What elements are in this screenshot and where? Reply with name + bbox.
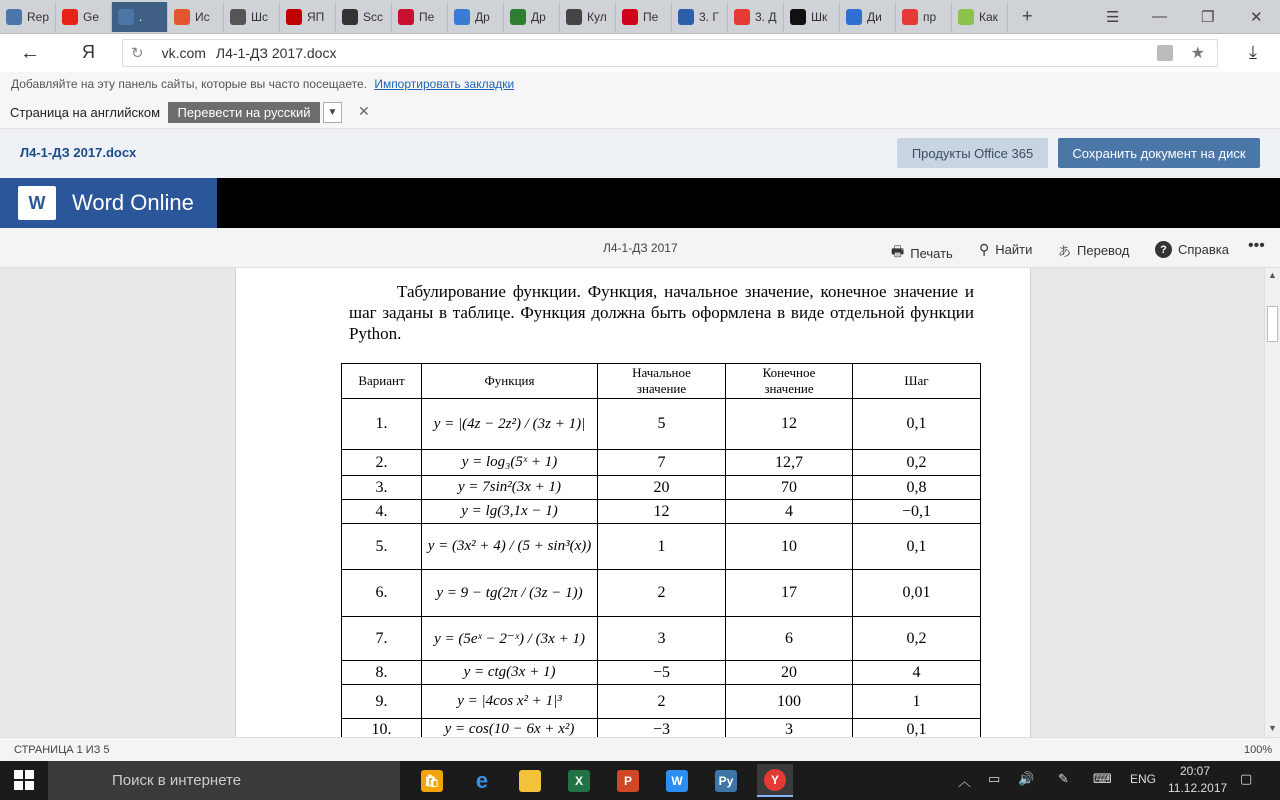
search-icon: ⚲ xyxy=(979,241,990,257)
chat-icon xyxy=(846,9,862,25)
taskbar-search[interactable] xyxy=(48,761,400,800)
start-cell: 3 xyxy=(598,617,726,661)
function-cell: y = (5eˣ − 2⁻ˣ) / (3x + 1) xyxy=(422,617,598,661)
step-cell: 0,1 xyxy=(853,399,981,450)
translate-button[interactable]: Перевести на русский xyxy=(168,102,320,123)
find-label: Найти xyxy=(995,242,1033,257)
header-step: Шаг xyxy=(853,364,981,399)
header-variant: Вариант xyxy=(342,364,422,399)
bubble-icon xyxy=(958,9,974,25)
download-icon[interactable]: ⤓ xyxy=(1249,42,1257,62)
start-cell: −3 xyxy=(598,719,726,741)
tab-label: . xyxy=(139,10,143,24)
scroll-thumb[interactable] xyxy=(1267,306,1278,342)
word-online-logo[interactable] xyxy=(0,178,217,228)
excel-app-icon[interactable]: X xyxy=(561,764,597,797)
function-cell: y = |(4z − 2z²) / (3z + 1)| xyxy=(422,399,598,450)
windows-start-icon[interactable] xyxy=(14,770,34,790)
find-button[interactable] xyxy=(979,241,1032,258)
table-row xyxy=(342,524,981,570)
doc-title: Л4-1-ДЗ 2017 xyxy=(603,241,678,255)
tab-label: ЯП xyxy=(307,10,325,24)
browser-tab[interactable] xyxy=(392,2,448,32)
tab-label: Шс xyxy=(251,10,268,24)
office-products-button[interactable]: Продукты Office 365 xyxy=(897,138,1048,168)
help-icon: ? xyxy=(1155,241,1172,258)
table-row xyxy=(342,685,981,719)
end-cell: 100 xyxy=(726,685,853,719)
bookmarks-hint: Добавляйте на эту панель сайты, которые вы часто посещаете. xyxy=(11,77,367,91)
doc-filename: Л4-1-ДЗ 2017.docx xyxy=(20,145,137,160)
step-cell: 1 xyxy=(853,685,981,719)
start-cell: 1 xyxy=(598,524,726,570)
word-icon: W xyxy=(18,186,56,220)
step-cell: 0,2 xyxy=(853,450,981,476)
tab-label: Кул xyxy=(587,10,607,24)
function-cell: y = |4cos x² + 1|³ xyxy=(422,685,598,719)
reload-icon[interactable]: ↻ xyxy=(131,45,144,62)
yandex-logo-icon[interactable]: Я xyxy=(82,42,95,62)
z-icon xyxy=(790,9,806,25)
end-cell: 6 xyxy=(726,617,853,661)
translate-doc-button[interactable] xyxy=(1058,241,1129,260)
variant-cell: 9. xyxy=(342,685,422,719)
browser-tab[interactable] xyxy=(784,2,840,32)
page-indicator: СТРАНИЦА 1 ИЗ 5 xyxy=(14,744,110,756)
browser-tab[interactable] xyxy=(840,2,896,32)
doc-toolbar xyxy=(0,228,1280,268)
table-header-row xyxy=(342,364,981,399)
table-row xyxy=(342,476,981,500)
taskbar-search-text: Поиск в интернете xyxy=(112,772,242,789)
url-field[interactable] xyxy=(122,39,1218,67)
search-icon xyxy=(566,9,582,25)
l-icon xyxy=(398,9,414,25)
table-row xyxy=(342,399,981,450)
tab-label: Scc xyxy=(363,10,384,24)
start-cell: 20 xyxy=(598,476,726,500)
python-app-icon[interactable]: Py xyxy=(708,764,744,797)
browser-tab[interactable] xyxy=(280,2,336,32)
printer-icon: 🖶 xyxy=(891,243,905,259)
language-indicator[interactable]: ENG xyxy=(1130,772,1157,786)
browser-tab[interactable] xyxy=(56,2,112,32)
end-cell: 17 xyxy=(726,570,853,617)
more-options-icon[interactable]: ••• xyxy=(1248,237,1265,254)
browser-tab[interactable] xyxy=(672,2,728,32)
task-paragraph: Табулирование функции. Функция, начальное значение, конечное значение и шаг заданы в таблице. Функция должна быть оформлена в виде отдельной функции Python. xyxy=(349,282,974,343)
functions-table xyxy=(341,363,981,741)
browser-tab[interactable] xyxy=(952,2,1008,32)
keyboard-icon[interactable]: ⌨ xyxy=(1093,771,1112,786)
end-cell: 3 xyxy=(726,719,853,741)
lock-icon[interactable] xyxy=(1157,45,1173,61)
youtube-icon xyxy=(62,9,78,25)
s-icon xyxy=(622,9,638,25)
step-cell: −0,1 xyxy=(853,500,981,524)
powerpoint-app-icon[interactable]: P xyxy=(610,764,646,797)
s-icon xyxy=(678,9,694,25)
translate-doc-label: Перевод xyxy=(1077,243,1130,258)
translate-options-icon[interactable]: ▼ xyxy=(323,102,342,123)
table-row xyxy=(342,500,981,524)
step-cell: 0,8 xyxy=(853,476,981,500)
tab-label: Пе xyxy=(419,10,435,24)
browser-tab[interactable] xyxy=(448,2,504,32)
vk-icon xyxy=(118,9,134,25)
new-tab-icon[interactable]: + xyxy=(1022,6,1033,26)
step-cell: 4 xyxy=(853,661,981,685)
link-icon xyxy=(230,9,246,25)
globe-icon xyxy=(510,9,526,25)
store-app-icon[interactable]: 🛍 xyxy=(414,764,450,797)
variant-cell: 1. xyxy=(342,399,422,450)
table-row xyxy=(342,570,981,617)
function-cell: y = 9 − tg(2π / (3z − 1)) xyxy=(422,570,598,617)
header-start-label: Начальное значение xyxy=(632,365,691,396)
end-cell: 70 xyxy=(726,476,853,500)
translate-close-icon[interactable]: ✕ xyxy=(358,103,370,119)
function-cell: y = ctg(3x + 1) xyxy=(422,661,598,685)
step-cell: 0,01 xyxy=(853,570,981,617)
browser-tab[interactable] xyxy=(616,2,672,32)
browser-tab[interactable] xyxy=(224,2,280,32)
header-start xyxy=(598,364,726,399)
import-bookmarks-link[interactable]: Импортировать закладки xyxy=(374,77,515,91)
variant-cell: 3. xyxy=(342,476,422,500)
tab-label: 3. Г xyxy=(699,10,719,24)
tab-label: Др xyxy=(475,10,490,24)
start-cell: 2 xyxy=(598,685,726,719)
help-label: Справка xyxy=(1178,242,1229,257)
table-row xyxy=(342,450,981,476)
start-cell: 5 xyxy=(598,399,726,450)
browser-tab[interactable] xyxy=(728,2,784,32)
explorer-app-icon[interactable] xyxy=(512,764,548,797)
browser-tab[interactable] xyxy=(168,2,224,32)
volume-icon[interactable]: 🔊 xyxy=(1018,771,1035,786)
pen-icon[interactable]: ✎ xyxy=(1058,771,1069,786)
start-cell: 7 xyxy=(598,450,726,476)
browser-tab[interactable] xyxy=(504,2,560,32)
browser-tab[interactable] xyxy=(336,2,392,32)
browser-tab[interactable] xyxy=(560,2,616,32)
translate-label: Страница на английском xyxy=(10,105,161,120)
table-row xyxy=(342,617,981,661)
tray-chevron-icon[interactable]: ︿ xyxy=(958,774,972,789)
word-app-icon[interactable]: W xyxy=(659,764,695,797)
variant-cell: 7. xyxy=(342,617,422,661)
bookmarks-bar xyxy=(0,72,1280,96)
table-row xyxy=(342,661,981,685)
tab-label: пр xyxy=(923,10,937,24)
tab-label: Как xyxy=(979,10,998,24)
header-function: Функция xyxy=(422,364,598,399)
clock-time[interactable]: 20:07 xyxy=(1180,764,1211,778)
save-to-disk-button[interactable]: Сохранить документ на диск xyxy=(1058,138,1260,168)
tab-label: Пе xyxy=(643,10,659,24)
variant-cell: 2. xyxy=(342,450,422,476)
variant-cell: 4. xyxy=(342,500,422,524)
url-title: Л4-1-ДЗ 2017.docx xyxy=(215,45,337,61)
variant-cell: 8. xyxy=(342,661,422,685)
menu-icon[interactable]: ☰ xyxy=(1106,9,1120,26)
function-cell: y = log₃(5ˣ + 1) xyxy=(422,450,598,476)
print-button[interactable] xyxy=(891,241,953,265)
browser-tab[interactable] xyxy=(112,2,168,32)
end-cell: 12 xyxy=(726,399,853,450)
translate-icon: あ xyxy=(1058,244,1072,259)
url-domain: vk.com xyxy=(161,45,206,61)
restore-icon[interactable]: ❐ xyxy=(1201,9,1215,26)
tab-label: Ди xyxy=(867,10,882,24)
tab-label: Шк xyxy=(811,10,828,24)
yandex-browser-app-icon[interactable]: Y xyxy=(757,764,793,797)
step-cell: 0,2 xyxy=(853,617,981,661)
minimize-icon[interactable]: — xyxy=(1152,8,1167,25)
tab-label: Rep xyxy=(27,10,50,24)
w2-icon xyxy=(342,9,358,25)
scroll-down-icon[interactable]: ▼ xyxy=(1268,723,1277,733)
zoom-level[interactable]: 100% xyxy=(1244,744,1273,756)
variant-cell: 5. xyxy=(342,524,422,570)
header-end xyxy=(726,364,853,399)
function-cell: y = lg(3,1x − 1) xyxy=(422,500,598,524)
end-cell: 10 xyxy=(726,524,853,570)
tab-label: Ge xyxy=(83,10,100,24)
yandex-icon xyxy=(734,9,750,25)
function-cell: y = 7sin²(3x + 1) xyxy=(422,476,598,500)
end-cell: 4 xyxy=(726,500,853,524)
vk-icon xyxy=(6,9,22,25)
star-icon[interactable]: ★ xyxy=(1190,45,1205,62)
yap-icon xyxy=(286,9,302,25)
start-cell: −5 xyxy=(598,661,726,685)
word-status-bar xyxy=(0,737,1280,761)
function-cell: y = (3x² + 4) / (5 + sin³(x)) xyxy=(422,524,598,570)
start-cell: 12 xyxy=(598,500,726,524)
browser-tab[interactable] xyxy=(0,2,56,32)
step-cell: 0,1 xyxy=(853,524,981,570)
function-cell: y = cos(10 − 6x + x²) xyxy=(422,719,598,741)
back-arrow-icon[interactable]: ← xyxy=(20,42,40,64)
start-cell: 2 xyxy=(598,570,726,617)
header-end-label: Конечное значение xyxy=(762,365,816,396)
close-window-icon[interactable]: ✕ xyxy=(1250,9,1263,26)
variant-cell: 10. xyxy=(342,719,422,741)
notifications-icon[interactable]: ▢ xyxy=(1240,771,1253,786)
end-cell: 12,7 xyxy=(726,450,853,476)
tab-label: 3. Д xyxy=(755,10,777,24)
translate-bar xyxy=(0,96,1280,129)
yandex-icon xyxy=(902,9,918,25)
stack-icon xyxy=(174,9,190,25)
diamond-icon xyxy=(454,9,470,25)
variant-cell: 6. xyxy=(342,570,422,617)
browser-tab[interactable] xyxy=(896,2,952,32)
edge-app-icon[interactable]: e xyxy=(475,767,489,793)
app-name: Word Online xyxy=(72,190,194,215)
end-cell: 20 xyxy=(726,661,853,685)
tab-label: Др xyxy=(531,10,546,24)
clock-date[interactable]: 11.12.2017 xyxy=(1168,781,1228,795)
tab-label: Ис xyxy=(195,10,210,24)
scroll-up-icon[interactable]: ▲ xyxy=(1268,270,1277,280)
help-button[interactable] xyxy=(1155,241,1229,258)
step-cell: 0,1 xyxy=(853,719,981,741)
vertical-scrollbar[interactable] xyxy=(1264,268,1280,737)
print-label: Печать xyxy=(910,245,953,261)
battery-icon[interactable]: ▭ xyxy=(988,771,1001,786)
